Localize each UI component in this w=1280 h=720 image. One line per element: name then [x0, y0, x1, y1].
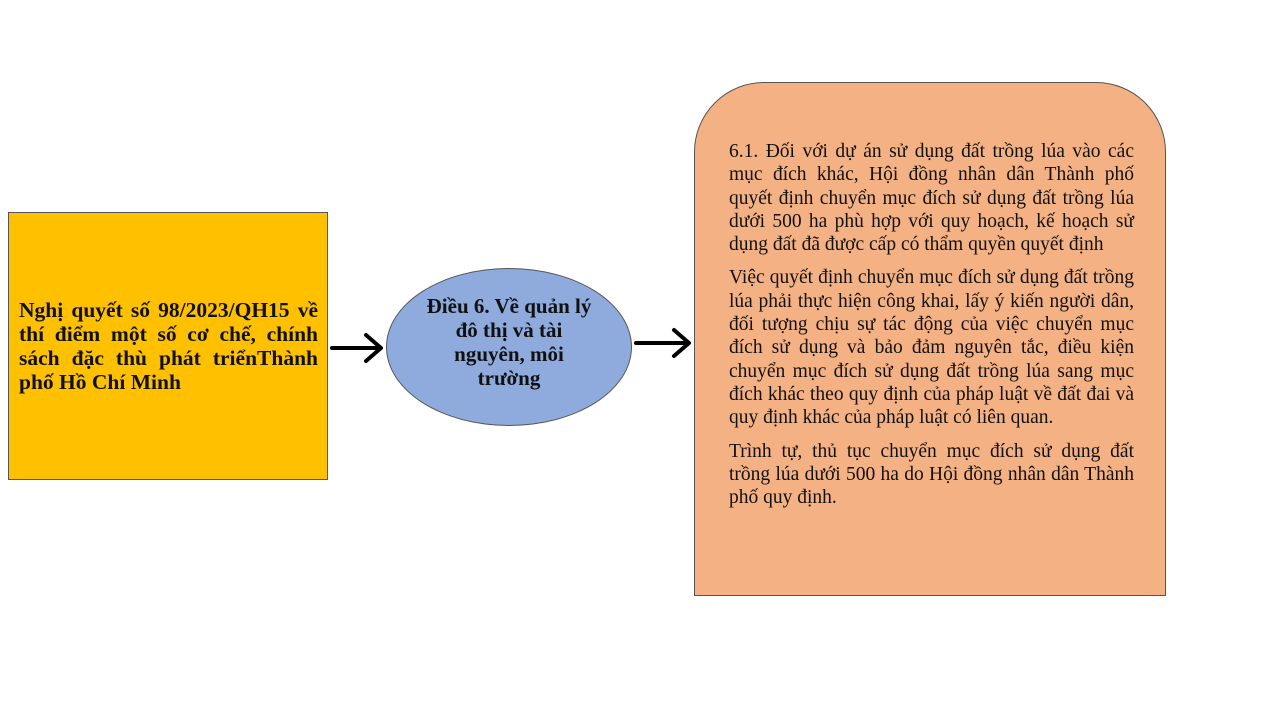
content-paragraph: Việc quyết định chuyển mục đích sử dụng đất trồng lúa phải thực hiện công khai, lấy ý kiến người dân, đối tượng chịu sự tác động của việc chuyển mục đích sử dụng và bảo đảm nguyên tắc, điều kiện chuyển mục đích sử dụng đất trồng lúa sang mục đích khác theo quy định của pháp luật về đất đai và quy định khác của pháp luật có liên quan. — [729, 267, 1134, 429]
content-paragraph: Trình tự, thủ tục chuyển mục đích sử dụng đất trồng lúa dưới 500 ha do Hội đồng nhân dân Thành phố quy định. — [729, 440, 1134, 509]
arrow-right-icon — [330, 330, 386, 366]
arrow-right-icon — [634, 325, 694, 361]
resolution-text: Nghị quyết số 98/2023/QH15 về thí điểm một số cơ chế, chính sách đặc thù phát triểnThành phố Hồ Chí Minh — [19, 298, 318, 394]
article-6-1-content-box — [694, 82, 1166, 596]
resolution-box — [8, 212, 328, 480]
content-paragraph: 6.1. Đối với dự án sử dụng đất trồng lúa vào các mục đích khác, Hội đồng nhân dân Thành phố quyết định chuyển mục đích sử dụng đất trồng lúa dưới 500 ha phù hợp với quy hoạch, kế hoạch sử dụng đất đã được cấp có thẩm quyền quyết định — [729, 141, 1134, 256]
article-6-text: Điều 6. Về quản lý đô thị và tài nguyên, môi trường — [426, 294, 592, 390]
article-6-ellipse — [386, 268, 632, 426]
